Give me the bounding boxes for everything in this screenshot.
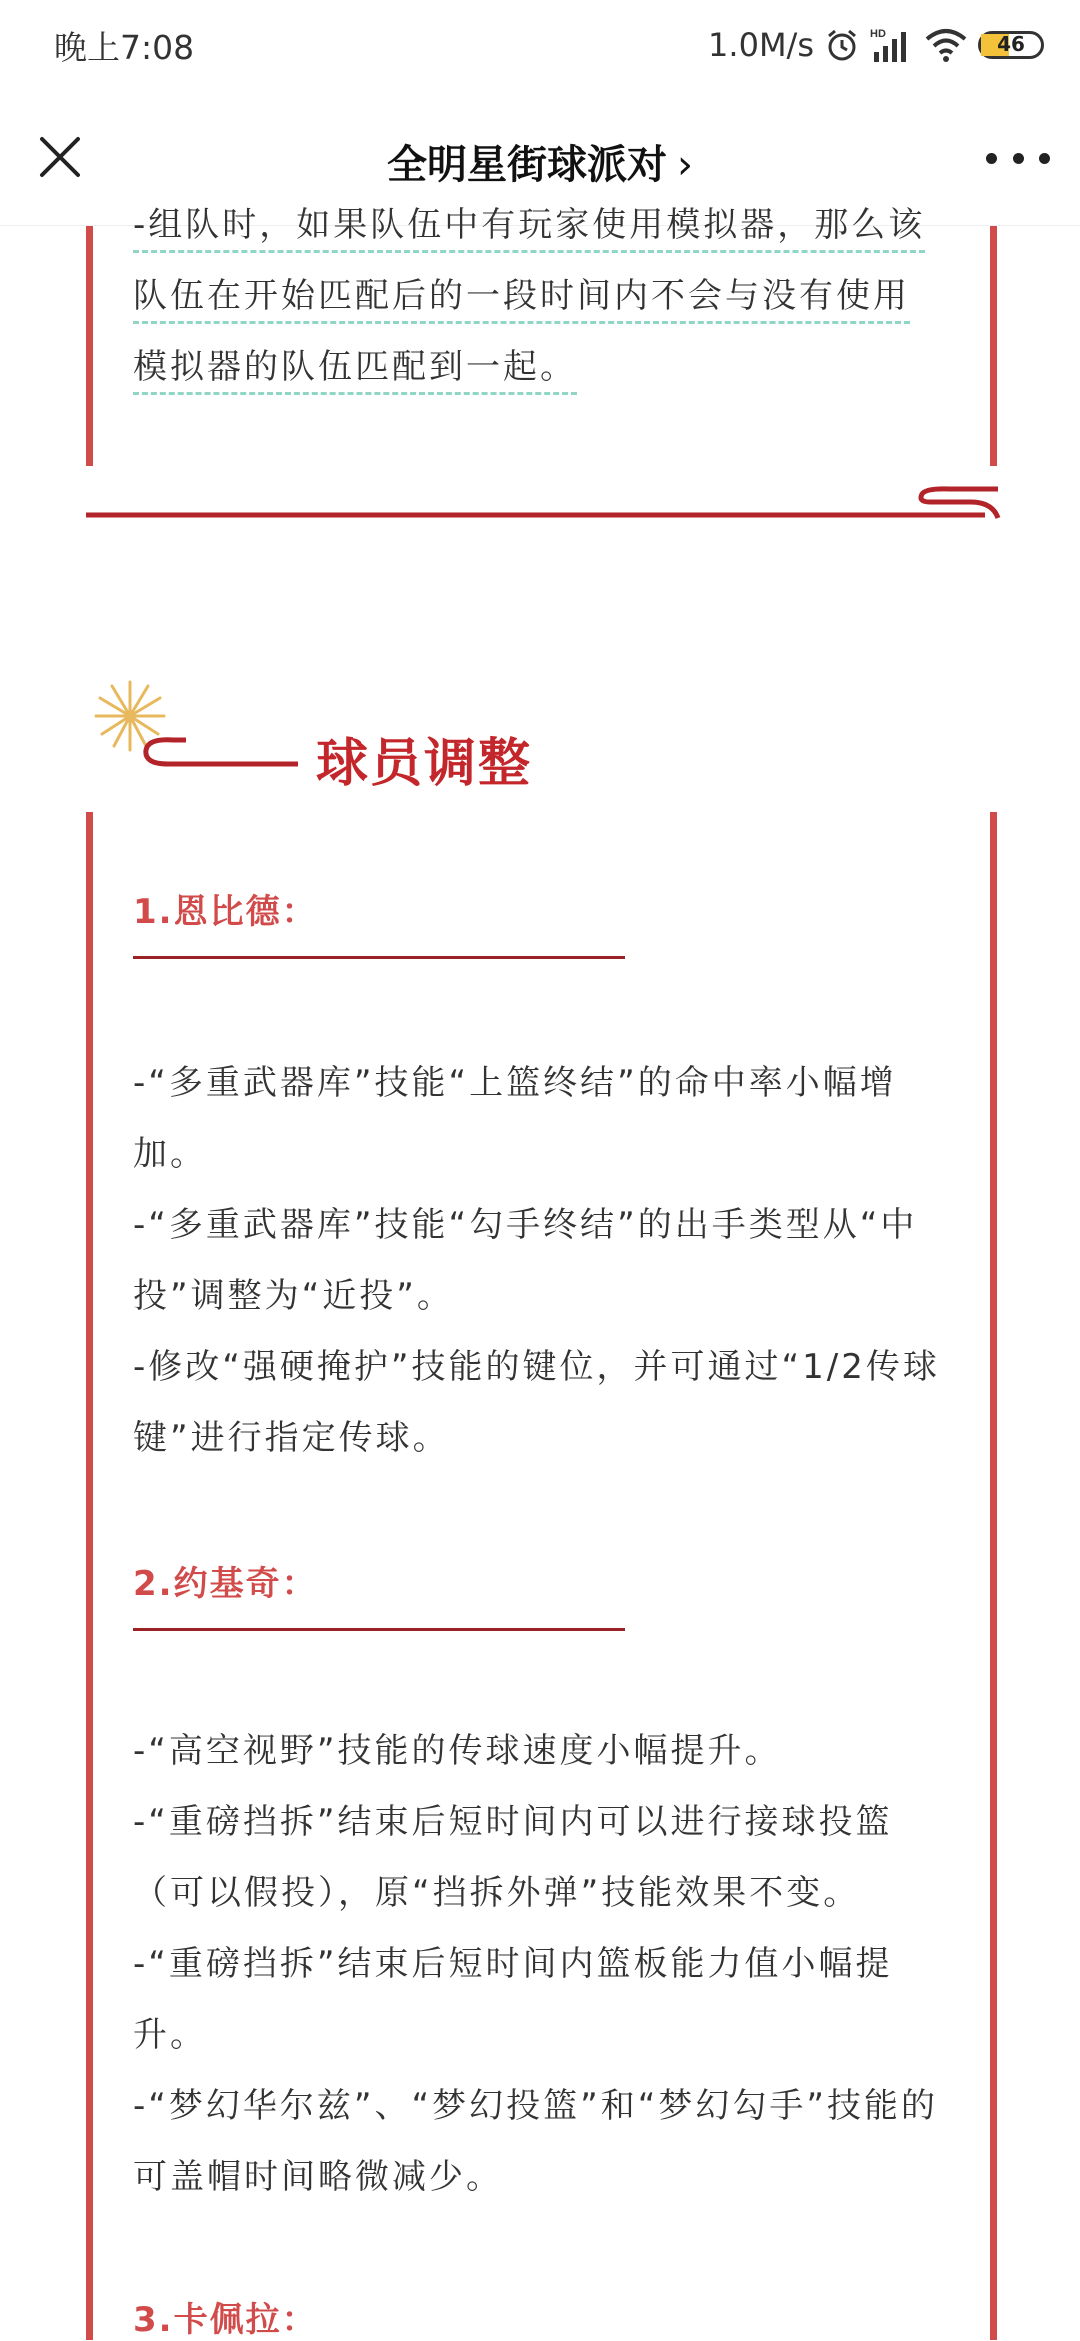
player-heading-underline (133, 956, 625, 959)
status-icons (708, 20, 1044, 70)
note-line: -“高空视野”技能的传球速度小幅提升。 (133, 1731, 782, 1771)
more-options-button[interactable] (986, 133, 1050, 183)
player-heading: 1.恩比德： (133, 892, 318, 932)
intro-line: 队伍在开始匹配后的一段时间内不会与没有使用 (133, 276, 910, 316)
note-line: -“重磅挡拆”结束后短时间内可以进行接球投篮 (133, 1802, 893, 1842)
player-notes (133, 1048, 953, 1474)
alarm-icon (824, 27, 860, 63)
note-line: 投”调整为“近投”。 (133, 1276, 454, 1316)
note-line: 键”进行指定传球。 (133, 1418, 450, 1458)
hd-label: HD (870, 28, 886, 40)
note-line: -“多重武器库”技能“上篮终结”的命中率小幅增 (133, 1063, 897, 1103)
signal-icon (870, 26, 914, 64)
note-line: -修改“强硬掩护”技能的键位，并可通过“1/2传球 (133, 1347, 940, 1387)
note-line: （可以假投），原“挡拆外弹”技能效果不变。 (133, 1873, 861, 1913)
battery-text: 46 (997, 32, 1025, 56)
section-title: 球员调整 (316, 734, 533, 794)
intro-paragraph (133, 190, 953, 403)
player-heading-underline (133, 1628, 625, 1631)
box-left-border (86, 812, 93, 2340)
more-dot-icon (1039, 153, 1050, 164)
page-title-text: 全明星街球派对 (387, 142, 667, 188)
note-line: -“梦幻华尔兹”、“梦幻投篮”和“梦幻勾手”技能的 (133, 2086, 938, 2126)
intro-line: 模拟器的队伍匹配到一起。 (133, 347, 577, 387)
wifi-icon (924, 27, 968, 63)
note-line: 升。 (133, 2015, 207, 2055)
box-right-border (990, 226, 997, 466)
more-dot-icon (986, 153, 997, 164)
note-line: -“多重武器库”技能“勾手终结”的出手类型从“中 (133, 1205, 918, 1245)
more-dot-icon (1013, 153, 1024, 164)
box-right-border (990, 812, 997, 2340)
intro-line: -组队时，如果队伍中有玩家使用模拟器，那么该 (133, 205, 926, 245)
note-line: 加。 (133, 1134, 207, 1174)
status-time: 晚上7:08 (54, 28, 195, 67)
player-heading: 2.约基奇： (133, 1564, 318, 1604)
player-notes (133, 1716, 953, 2213)
box-left-border (86, 226, 93, 466)
status-bar (0, 0, 1080, 90)
box-bottom-scroll-decoration (80, 486, 1010, 536)
chevron-right-icon: › (677, 142, 693, 188)
article-content[interactable] (0, 205, 1080, 2340)
section-scroll-decoration (138, 726, 308, 776)
battery-icon (978, 31, 1044, 59)
network-speed: 1.0M/s (708, 26, 814, 64)
player-heading: 3.卡佩拉： (133, 2300, 318, 2340)
note-line: 可盖帽时间略微减少。 (133, 2157, 503, 2197)
page-title[interactable] (0, 133, 1080, 190)
note-line: -“重磅挡拆”结束后短时间内篮板能力值小幅提 (133, 1944, 893, 1984)
